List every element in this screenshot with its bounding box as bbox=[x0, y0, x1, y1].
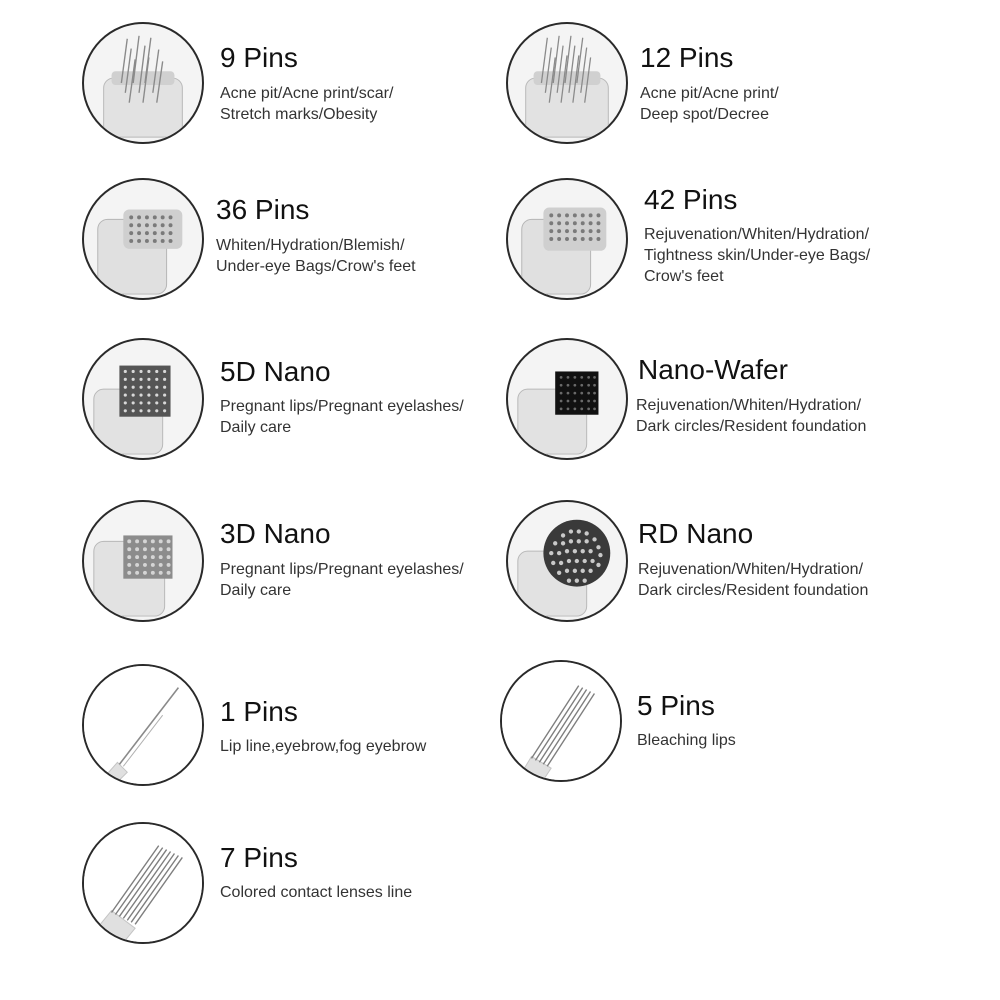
nano-3d-cartridge-icon bbox=[82, 500, 204, 622]
needle-cartridge-42-pins-icon bbox=[506, 178, 628, 300]
single-needle-icon bbox=[82, 664, 204, 786]
product-description-line: Acne pit/Acne print/ bbox=[640, 85, 779, 102]
needle-cartridge-12-pins-icon bbox=[506, 22, 628, 144]
product-description-line: Colored contact lenses line bbox=[220, 884, 413, 901]
product-description-line: Tightness skin/Under-eye Bags/ bbox=[644, 247, 871, 264]
product-description-line: Rejuvenation/Whiten/Hydration/ bbox=[644, 226, 870, 243]
product-description-line: Whiten/Hydration/Blemish/ bbox=[216, 237, 405, 254]
product-description-line: Daily care bbox=[220, 419, 292, 436]
product-description-line: Deep spot/Decree bbox=[640, 106, 769, 123]
product-description-line: Pregnant lips/Pregnant eyelashes/ bbox=[220, 398, 464, 415]
product-title: RD Nano bbox=[638, 518, 754, 549]
product-description-line: Stretch marks/Obesity bbox=[220, 106, 378, 123]
product-description-line: Bleaching lips bbox=[637, 732, 736, 749]
product-title: 7 Pins bbox=[220, 842, 298, 873]
product-description-line: Crow's feet bbox=[644, 268, 724, 285]
product-description-line: Rejuvenation/Whiten/Hydration/ bbox=[636, 397, 862, 414]
five-needle-icon bbox=[500, 660, 622, 782]
product-description-line: Rejuvenation/Whiten/Hydration/ bbox=[638, 561, 864, 578]
product-description-line: Daily care bbox=[220, 582, 292, 599]
needle-cartridge-9-pins-icon bbox=[82, 22, 204, 144]
nano-wafer-cartridge-icon bbox=[506, 338, 628, 460]
product-title: 42 Pins bbox=[644, 184, 738, 215]
nano-round-cartridge-icon bbox=[506, 500, 628, 622]
product-description-line: Acne pit/Acne print/scar/ bbox=[220, 85, 394, 102]
product-title: 1 Pins bbox=[220, 696, 298, 727]
product-description-line: Dark circles/Resident foundation bbox=[636, 418, 867, 435]
product-description-line: Lip line,eyebrow,fog eyebrow bbox=[220, 738, 427, 755]
product-title: 5 Pins bbox=[637, 690, 715, 721]
product-description-line: Pregnant lips/Pregnant eyelashes/ bbox=[220, 561, 464, 578]
product-title: Nano-Wafer bbox=[638, 354, 788, 385]
product-title: 12 Pins bbox=[640, 42, 734, 73]
product-title: 3D Nano bbox=[220, 518, 331, 549]
needle-cartridge-36-pins-icon bbox=[82, 178, 204, 300]
product-title: 5D Nano bbox=[220, 356, 331, 387]
nano-square-cartridge-icon bbox=[82, 338, 204, 460]
product-title: 36 Pins bbox=[216, 194, 310, 225]
seven-needle-icon bbox=[82, 822, 204, 944]
product-title: 9 Pins bbox=[220, 42, 298, 73]
product-description-line: Under-eye Bags/Crow's feet bbox=[216, 258, 416, 275]
product-description-line: Dark circles/Resident foundation bbox=[638, 582, 869, 599]
